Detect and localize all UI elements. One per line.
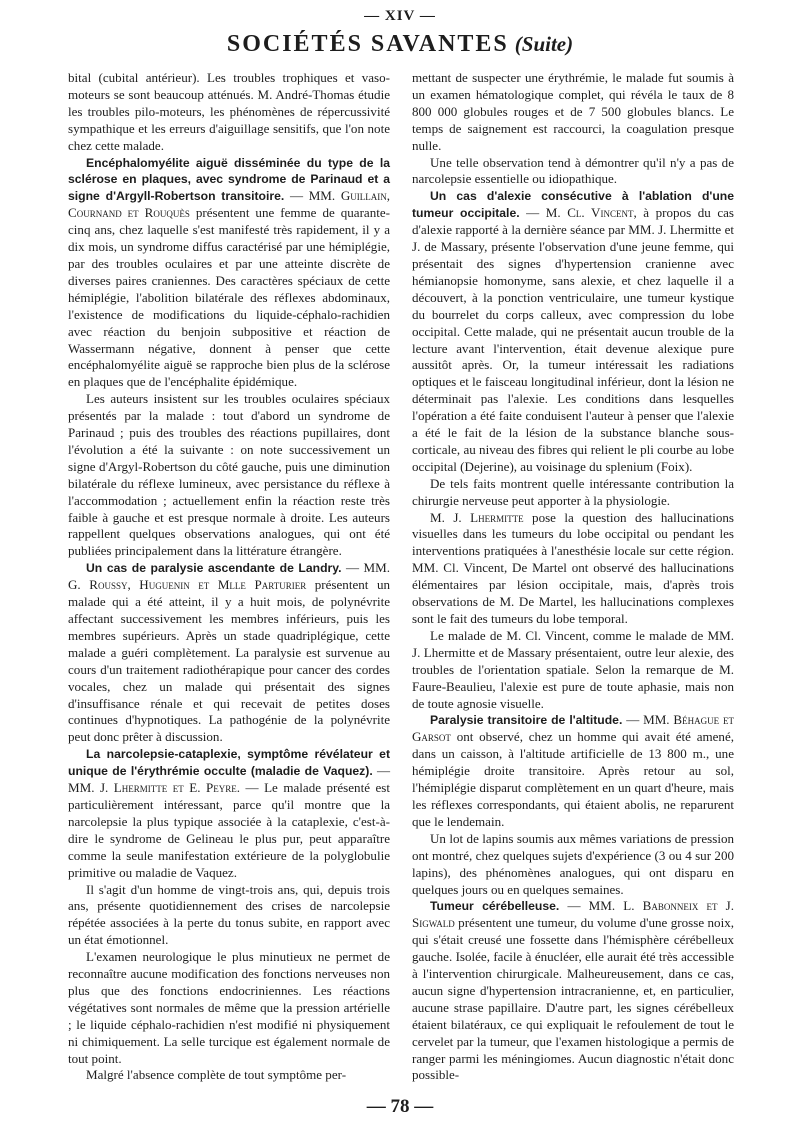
section-text: , à propos du cas d'alexie rapporté à la dernière séance par MM. J. Lhermitte et J. de Massary, présente l'observation d'une jeune femme, qui présentait des signes d'hypertension cranienne avec hémianopsie homonyme, sans alexie, et chez laquelle il a découvert, à la ponction ventriculaire, une tumeur kystique du bourrelet du corps calleux, avec compression du lobe occipital. Cette malade, qui ne présentait aucun trouble de la lecture avant l'intervention, était devenue alexique pure aussitôt après. Or, la tumeur intéressait les radiations optiques et le faisceau longitudinal inférieur, dont la lésion ne déterminait pas l'alexie. Les conditions dans lesquelles l'opération a été faite conduisent l'auteur à penser que l'alexie a été le fait de la lésion de la substance blanche sous-corticale, au niveau des fibres qui relient le pli courbe au lobe occipital (Dejerine), au voisinage du splenium (Foix). <box>412 205 734 474</box>
section-heading: Un cas de paralysie ascendante de Landry. <box>86 561 342 576</box>
section-heading: La narcolepsie-cataplexie, symptôme révélateur et unique de l'érythrémie occulte (maladie de Vaquez). <box>68 747 390 779</box>
left-column <box>68 70 390 1084</box>
section-altitude <box>412 712 734 830</box>
section-text: — Le malade présenté est particulièrement intéressant, parce qu'il montre que la narcolepsie la plus typique associée à la cataplexie, c'est-à-dire le syndrome de Gelineau le plus pur, peut apparaître comme la seule manifestation extérieure de la polyglobulie primitive ou maladie de Vaquez. <box>68 780 390 880</box>
paragraph: mettant de suspecter une érythrémie, le malade fut soumis à un examen hématologique complet, qui révéla le taux de 8 800 000 globules rouges et de 7 500 globules blancs. Le temps de saignement est raccourci, la coagulation presque nulle. <box>412 70 734 153</box>
page-number-roman: — XIV — <box>364 8 436 24</box>
section-tumeur-cerebelleuse <box>412 898 734 1084</box>
paragraph: Un lot de lapins soumis aux mêmes variations de pression ont montré, chez quelques sujets d'expérience (3 ou 4 sur 200 lapins), des phénomènes analogues, qui ont disparu en quelques jours ou en quelques semaines. <box>412 830 734 897</box>
section-authors: — MM. G. Roussy, Huguenin et Mlle Parturier <box>68 560 390 593</box>
section-alexie <box>412 188 734 475</box>
paragraph: Malgré l'absence complète de tout symptôme per- <box>86 1067 347 1083</box>
paragraph: bital (cubital antérieur). Les troubles trophiques et vaso-moteurs se sont beaucoup atténués. M. André-Thomas étudie les troubles pilo-moteurs, les phénomènes de répercussivité sympathique et les erreurs d'aiguillage sensitifs, que l'on note chez cette malade. <box>68 70 390 153</box>
section-heading: Tumeur cérébelleuse. <box>430 899 560 914</box>
paragraph: Le malade de M. Cl. Vincent, comme le malade de MM. J. Lhermitte et de Massary présentaient, outre leur alexie, des troubles de l'orientation spatiale. Selon la remarque de M. Faure-Beaulieu, l'alexie est pure de toute aphasie, mais non de toute agnosie visuelle. <box>412 627 734 711</box>
section-heading: Encéphalomyélite aiguë disséminée du type de la sclérose en plaques, avec syndrome de Parinaud et a signe d'Argyll-Robertson transitoire. <box>68 155 390 204</box>
paragraph: De tels faits montrent quelle intéressante contribution la chirurgie nerveuse peut apporter à la physiologie. <box>412 475 734 508</box>
right-column <box>412 70 734 1084</box>
section-authors: — MM. L. Babonneix et J. Sigwald <box>412 898 734 931</box>
section-authors: — MM. J. Lhermitte et E. Peyre. <box>68 763 391 796</box>
page-title <box>0 31 800 58</box>
paragraph: Les auteurs insistent sur les troubles oculaires spéciaux présentés par la malade : tout d'abord un syndrome de Parinaud ; puis des troubles des réactions pupillaires, dont l'évolution a été la suivante : on note successivement un signe d'Argyl-Robertson du côté gauche, puis une diminution bilatérale du réflexe lumineux, avec persistance du réflexe à l'accommodation ; actuellement enfin la réaction reste très faible à gauche et est presque normale à droite. Les auteurs rappellent quelques observations analogues, qui ont été publiées principalement dans la littérature étrangère. <box>68 391 390 559</box>
section-text: présentent une tumeur, du volume d'une grosse noix, qui s'était creusé une fossette dans l'hémisphère cérébelleux gauche. Isolée, facile à énucléer, elle aurait été très accessible à l'intervention chirurgicale. Malheureusement, dans ce cas, aucun signe d'hypertension intracranienne, et, en particulier, aucune strase papillaire. D'autre part, les signes cérébelleux étaient bilatéraux, ce qui expliquait le refoulement de tout le cervelet par la tumeur, que l'examen histologique a permis de ranger parmi les méningiomes. Aucun diagnostic n'était donc possible- <box>412 915 734 1083</box>
section-text: ont observé, chez un homme qui avait été amené, dans un caisson, à l'altitude artificielle de 13 800 m., une hémiplégie droite transitoire. Après retour au sol, l'hémiplégie disparut complètement en un quart d'heure, mais les réflexes correspondants, qui étaient abolis, ne reparurent que le lendemain. <box>412 729 734 829</box>
paragraph: Il s'agit d'un homme de vingt-trois ans, qui, depuis trois ans, présente quotidiennement des crises de narcolepsie répétée associées à la perte du tonus subite, en rapport avec un état émotionnel. <box>68 881 390 948</box>
section-encephalomyelite <box>68 155 390 392</box>
page-number-footer: — 78 — <box>366 1096 434 1117</box>
section-authors: — MM. Guillain, Cournand et Rouquès <box>68 188 391 221</box>
title-main: SOCIÉTÉS SAVANTES <box>226 31 509 57</box>
paragraph-hallucinations <box>412 510 734 628</box>
section-landry <box>68 560 390 746</box>
section-text: pose la question des hallucinations visuelles dans les tumeurs du lobe occipital ou pendant les interventions pratiquées à l'anesthésie locale sur cette région. MM. Cl. Vincent, De Martel ont observé des hallucinations élémentaires par lésion occipitale, mais, d'après trois observations de M. De Martel, les hallucinations complexes sont le fait des tumeurs du lobe temporal. <box>412 509 735 626</box>
paragraph: L'examen neurologique le plus minutieux ne permet de reconnaître aucune modification des fonctions nerveuses non plus que des fonctions endocriniennes. Les réactions végétatives sont normales de même que la pression artérielle ; le liquide céphalo-rachidien n'est modifié ni physiquement ni chimiquement. La selle turcique est également normale de tout point. <box>68 949 390 1066</box>
title-suite: (Suite) <box>514 32 574 56</box>
section-authors: — M. Cl. Vincent <box>519 205 634 221</box>
section-narcolepsie <box>68 746 390 881</box>
section-text: présentent un malade qui a été atteint, il y a huit mois, de polynévrite affectant successivement les membres inférieurs, puis les membres supérieurs. Après un stade quadriplégique, cette malade a guéri complètement. La paralysie est survenue au cours d'un traitement radiothérapique pour cancer des cordes vocales, chez un malade qui présentait des signes d'insuffisance rénale et qui recevait de petites doses continues d'hypnotiques. La pathogénie de la polynévrite peut donc prêter à discussion. <box>68 577 390 745</box>
paragraph: Une telle observation tend à démontrer qu'il n'y a pas de narcolepsie essentielle ou idiopathique. <box>412 154 734 187</box>
section-text: présentent une femme de quarante-cinq ans, chez laquelle s'est manifesté très rapidement, il y a dix mois, un syndrome diffus caractérisé par une hémiplégie, par des troubles oculaires et par une atteinte discrète de diverses paires craniennes. Des caractères spéciaux de cette hémiplégie, l'abolition bilatérale des réflexes abdominaux, l'existence de modifications du liquide-céphalo-rachidien avec réaction du benjoin subpositive et réaction de Wassermann négative, donnent à penser que cette encéphalomyélite aiguë se rapproche bien plus de la sclérose en plaques que de l'encéphalite épidémique. <box>68 205 390 390</box>
section-authors: M. J. Lhermitte <box>430 509 524 525</box>
section-heading: Paralysie transitoire de l'altitude. <box>430 713 623 728</box>
section-authors: — MM. Béhague et Garsot <box>412 712 734 745</box>
section-heading: Un cas d'alexie consécutive à l'ablation d'une tumeur occipitale. <box>412 189 734 221</box>
